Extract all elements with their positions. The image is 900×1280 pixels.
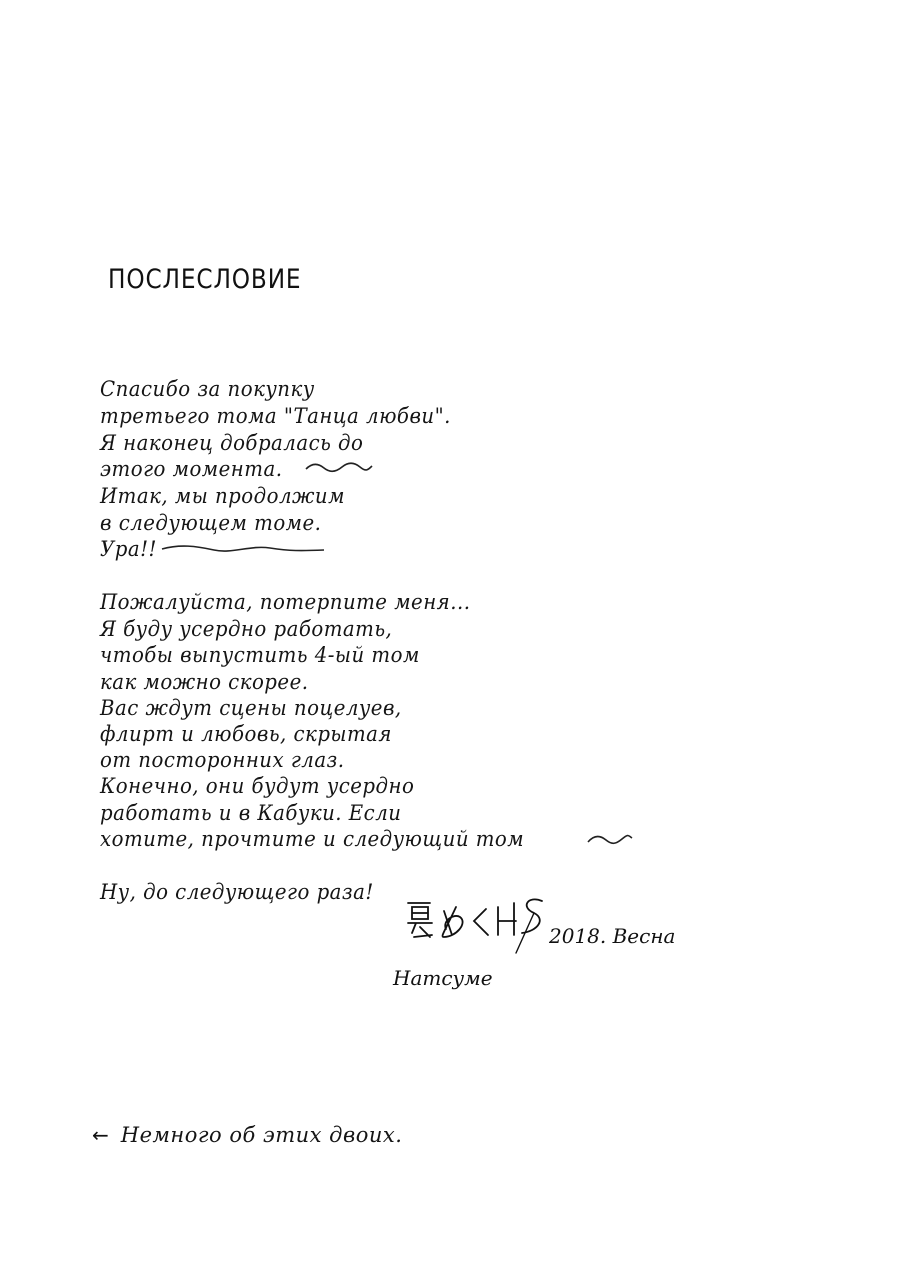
- text-line: третьего тома "Танца любви".: [100, 404, 451, 428]
- squiggle-decoration: [160, 542, 326, 556]
- text-line: Спасибо за покупку: [100, 377, 315, 401]
- text-line: флирт и любовь, скрытая: [100, 722, 392, 746]
- footer-caption: [92, 1123, 402, 1147]
- text-line: как можно скорее.: [100, 670, 309, 694]
- text-line: Итак, мы продолжим: [100, 484, 345, 508]
- signature-name: Натсуме: [393, 966, 493, 990]
- text-line: Ура!!: [100, 537, 157, 561]
- text-line: хотите, прочтите и следующий том: [100, 827, 525, 851]
- text-line: Вас ждут сцены поцелуев,: [100, 696, 402, 720]
- text-line: Я буду усердно работать,: [100, 617, 393, 641]
- page-title: ПОСЛЕСЛОВИЕ: [108, 264, 302, 295]
- text-line: от посторонних глаз.: [100, 748, 345, 772]
- text-line: Пожалуйста, потерпите меня...: [100, 590, 471, 614]
- text-line: чтобы выпустить 4-ый том: [100, 643, 420, 667]
- closing-line: Ну, до следующего раза!: [100, 880, 374, 904]
- left-arrow-icon: ←: [92, 1123, 109, 1147]
- text-line: работать и в Кабуки. Если: [100, 801, 402, 825]
- text-line: Конечно, они будут усердно: [100, 774, 415, 798]
- squiggle-decoration: [304, 460, 374, 474]
- text-line: этого момента.: [100, 457, 283, 481]
- footer-caption-text: Немного об этих двоих.: [120, 1123, 403, 1147]
- text-line: в следующем томе.: [100, 511, 322, 535]
- text-line: Я наконец добралась до: [100, 431, 364, 455]
- signature-date: 2018. Весна: [549, 924, 676, 948]
- squiggle-decoration: [586, 832, 634, 846]
- author-signature-icon: [404, 893, 554, 955]
